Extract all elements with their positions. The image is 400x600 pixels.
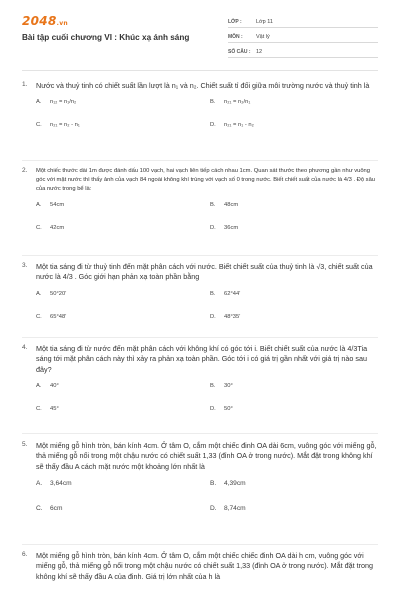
option-b[interactable]: B. 30° [210,383,233,390]
question-number: 1. [22,81,28,88]
meta-row-class [228,13,378,28]
option-a[interactable]: A. n₁₂ = n₁/n₂ [36,99,77,106]
meta-value: Vật lý [256,34,270,40]
option-b[interactable]: B. 48cm [210,201,239,208]
option-a[interactable]: A. 50°20' [36,290,67,297]
question-text: Một chiếc thước dài 1m được đánh dấu 100 vạch, hai vạch liên tiếp cách nhau 1cm. Quan sát thước theo phương gần như vuông góc với mặt nước thì thấy ảnh của vạch 84 ngoài không khí trùng với vạch số 0 trong nước. Biết chiết suất của nước là 4/3 . Độ sâu của nước trong bể là: [36,168,376,192]
question-text: Một miếng gỗ hình tròn, bán kính 4cm. Ở tâm O, cắm một chiếc đinh OA dài 6cm, vuông góc với miếng gỗ, thả miếng gỗ nổi trong một chậu nước có chiết suất 1,33 (đỉnh OA ở trong nước). Mắt đặt trong không khí sẽ thấy đầu A cách mặt nước một khoảng lớn nhất là [36,441,377,471]
meta-label: LỚP : [228,19,242,25]
question-separator [22,337,378,338]
option-a[interactable]: A. 3,64cm [36,480,72,488]
question-text: Một tia sáng đi từ thuỷ tinh đến mặt phân cách với nước. Biết chiết suất của thuỷ tinh là √3, chiết suất của nước là 4/3 . Góc giới hạn phản xạ toàn phần bằng [36,262,373,282]
page-header [0,0,400,66]
question-number: 2. [22,167,28,174]
meta-label: MÔN : [228,34,243,40]
question-5 [22,441,378,518]
question-number: 3. [22,262,28,269]
question-number: 6. [22,551,28,558]
exercise-title: Bài tập cuối chương VI : Khúc xạ ánh sáng [22,33,190,42]
option-b[interactable]: B. 62°44' [210,290,241,297]
question-text: Nước và thuỷ tinh có chiết suất lần lượt là n₁ và n₂. Chiết suất tỉ đối giữa môi trường nước và thuỷ tinh là [36,81,370,90]
meta-value: Lớp 11 [256,19,273,25]
answer-options [36,202,378,240]
answer-options [36,383,378,421]
answer-options [36,99,378,137]
header-divider [22,70,378,71]
question-4 [22,344,378,421]
question-3 [22,262,378,329]
option-c[interactable]: C. 65°48' [36,313,67,320]
question-6 [22,551,378,582]
option-c[interactable]: C. 6cm [36,505,63,513]
option-c[interactable]: C. n₂₁ = n₂ - n₁ [36,122,80,129]
answer-options [36,480,378,518]
option-c[interactable]: C. 45° [36,406,59,413]
question-1 [22,81,378,137]
meta-row-count [228,43,378,58]
option-d[interactable]: D. 8,74cm [210,505,246,513]
question-number: 5. [22,441,28,448]
meta-row-subject [228,28,378,43]
option-d[interactable]: D. 48°35' [210,313,241,320]
option-d[interactable]: D. 50° [210,406,233,413]
answer-options [36,291,378,329]
option-d[interactable]: D. n₂₁ = n₁ - n₂ [210,122,254,129]
meta-label: SỐ CÂU : [228,49,251,55]
option-d[interactable]: D. 36cm [210,224,239,231]
site-logo[interactable]: 2048.vn [22,14,68,28]
question-number: 4. [22,344,28,351]
exercise-meta [228,13,378,58]
question-separator [22,160,378,161]
option-a[interactable]: A. 40° [36,383,59,390]
question-text: Một tia sáng đi từ nước đến mặt phân cách với không khí có góc tới i. Biết chiết suất của nước là 4/3Tia sáng tới mặt phân cách này thì xảy ra phản xạ toàn phần. Góc tới i có giá trị gần nhất với giá trị nào sau đây? [36,344,368,374]
question-text: Một miếng gỗ hình tròn, bán kính 4cm. Ở tâm O, cắm một chiếc chiếc đinh OA dài h cm, vuông góc với miếng gỗ, thả miếng gỗ nổi trong một chậu nước có chiết suất 1,33 (đỉnh OA ở trong nước). Mắt đặt trong không khí sẽ thấy đầu A của đinh. Giá trị lớn nhất của h là [36,551,373,581]
meta-value: 12 [256,49,263,55]
question-separator [22,544,378,545]
option-b[interactable]: B. 4,39cm [210,480,246,488]
option-b[interactable]: B. n₂₁ = n₂/n₁ [210,99,251,106]
question-separator [22,433,378,434]
question-separator [22,255,378,256]
option-a[interactable]: A. 54cm [36,201,65,208]
question-2 [22,167,378,240]
option-c[interactable]: C. 42cm [36,224,65,231]
